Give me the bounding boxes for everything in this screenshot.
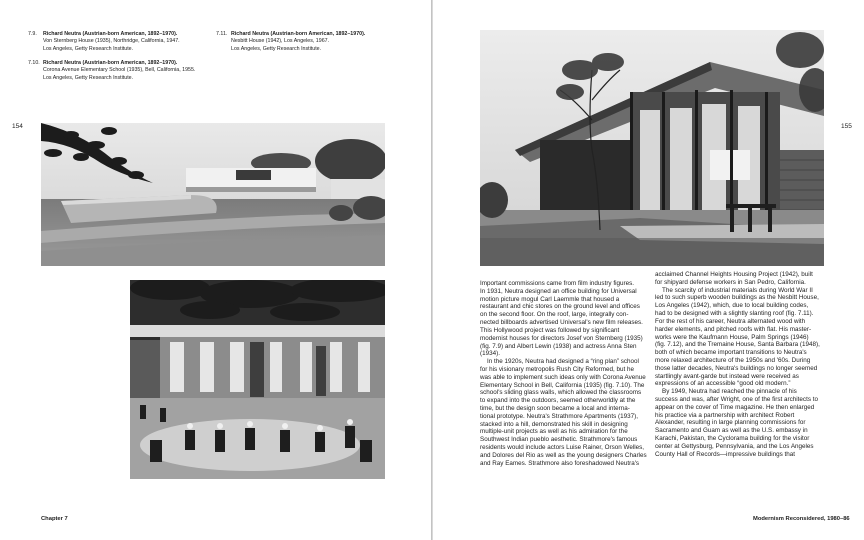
photo-von-sternberg-house (41, 123, 385, 266)
text-line: expressions of an accessible “good old modern.” (655, 380, 791, 388)
running-footer-right: Modernism Reconsidered, 1980–86 (753, 516, 850, 522)
text-line: stacked into a hill, demonstrated his skill in designing (480, 420, 628, 428)
page-number-right: 155 (841, 123, 852, 130)
text-line: to expand into the outdoors, seemed otherworldly at the (480, 397, 636, 405)
caption-number: 7.11. (216, 31, 228, 37)
text-line: modernist houses for directors Josef von Sternberg (1935) (480, 334, 643, 342)
text-line: This Hollywood project was followed by significant (480, 326, 620, 334)
text-line: success and was, after Wright, one of the first architects to (655, 396, 818, 403)
text-line: Los Angeles (1942), which, due to local building codes, (655, 302, 809, 310)
text-line: both of which became important transitions to Neutra's (655, 349, 807, 357)
caption-heading: Richard Neutra (Austrian-born American, 1892–1970). (231, 31, 366, 37)
text-line: In 1931, Neutra designed an office building for Universal (480, 287, 637, 295)
text-line: Southwest Indian pueblo aesthetic. Strathmore's famous (480, 436, 638, 444)
text-line: for his visionary metropolis Rush City Reformed, but he (480, 365, 634, 373)
text-line: for shipyard defense workers in San Pedro, California. (655, 278, 806, 286)
body-text-column-1 (480, 280, 650, 468)
text-line: Important commissions came from film industry figures. (480, 280, 634, 287)
text-line: nected billboards advertised Universal's new film releases. (480, 319, 643, 327)
text-line: his practice via a partnership with architect Robert (655, 411, 795, 419)
text-line: (1934). (480, 350, 500, 358)
caption-heading: Richard Neutra (Austrian-born American, 1892–1970). (43, 31, 178, 37)
caption-line: Von Sternberg House (1935), Northridge, California, 1947. (43, 38, 180, 45)
body-text-column-2 (655, 271, 830, 459)
text-line: Alexander, resulting in large planning commissions for (655, 419, 806, 427)
text-line: works were the Kaufmann House, Palm Springs (1946) (655, 333, 809, 341)
text-line: on the second floor. On the roof, large, integrally con- (480, 311, 629, 319)
caption-heading: Richard Neutra (Austrian-born American, 1892–1970). (43, 60, 178, 66)
text-line: had to be designed with a slightly slanting roof (fig. 7.11). (655, 310, 814, 318)
text-line: appear on the cover of Time magazine. He then enlarged (655, 403, 815, 411)
text-line: startlingly avant-garde but instead were received as (655, 372, 799, 380)
text-line: more relaxed architecture of the 1950s and '60s. During (655, 356, 811, 364)
text-line: school's sliding glass walls, which allowed the classrooms (480, 389, 642, 397)
text-line: Elementary School in Bell, California (1935) (fig. 7.10). The (480, 381, 645, 389)
text-line: acclaimed Channel Heights Housing Project (1942), built (655, 271, 813, 278)
caption-line: Los Angeles, Getty Research Institute. (43, 45, 134, 52)
text-line: (fig. 7.12), and the Tremaine House, Santa Barbara (1948), (655, 341, 820, 349)
text-line: residents would include actors Luise Rainer, Orson Welles, (480, 444, 645, 452)
text-line: was able to implement such ideas only with Corona Avenue (480, 373, 646, 381)
text-line: and Ray Eames. Strathmore also foreshadowed Neutra's (480, 459, 640, 467)
caption-line: Los Angeles, Getty Research Institute. (43, 74, 134, 81)
text-line: restaurant and chic stores on the ground level and offices (480, 303, 640, 311)
text-line: those latter decades, Neutra's buildings no longer seemed (655, 364, 818, 372)
caption-line: Nesbitt House (1942), Los Angeles, 1967. (231, 38, 330, 45)
text-line: For the rest of his career, Neutra alternated wood with (655, 317, 806, 325)
caption-line: Corona Avenue Elementary School (1935), Bell, California, 1955. (43, 67, 196, 74)
text-line: Karachi, Pakistan, the Cyclorama building for the visitor (655, 435, 810, 443)
photo-corona-avenue-school (130, 280, 385, 479)
text-line: (fig. 7.9) and Albert Lewin (1938) and actress Anna Sten (480, 342, 637, 350)
text-line: In the 1920s, Neutra had designed a “ring plan” school (487, 358, 639, 366)
photo-nesbitt-house (480, 30, 824, 266)
left-page (0, 0, 431, 540)
text-line: harder elements, and pitched roofs with flat. His master- (655, 325, 812, 333)
text-line: led to such superb wooden buildings as the Nesbitt House, (655, 294, 819, 302)
text-line: By 1949, Neutra had reached the pinnacle of his (662, 388, 797, 396)
right-page (433, 0, 864, 540)
text-line: tional prototype. Neutra's Strathmore Apartments (1937), (480, 412, 639, 420)
text-line: motion picture mogul Carl Laemmle that housed a (480, 295, 620, 303)
caption-number: 7.10. (28, 60, 40, 66)
text-line: County Hall of Records—impressive buildings that (655, 450, 795, 458)
text-line: center at Gettysburg, Pennsylvania, and the Los Angeles (655, 442, 814, 450)
page-number-left: 154 (12, 123, 23, 130)
caption-line: Los Angeles, Getty Research Institute. (231, 45, 322, 52)
text-line: Sacramento and Guam as well as the U.S. embassy in (655, 427, 808, 435)
caption-number: 7.9. (28, 31, 37, 37)
text-line: and Dolores del Rio as well as the young designers Charles (480, 451, 647, 459)
text-line: time, but the design soon became a local and interna- (480, 405, 630, 412)
text-line: multiple-unit projects as well as his admiration for the (480, 428, 628, 436)
text-line: The scarcity of industrial materials during World War II (662, 286, 813, 294)
running-footer-left: Chapter 7 (41, 516, 68, 522)
